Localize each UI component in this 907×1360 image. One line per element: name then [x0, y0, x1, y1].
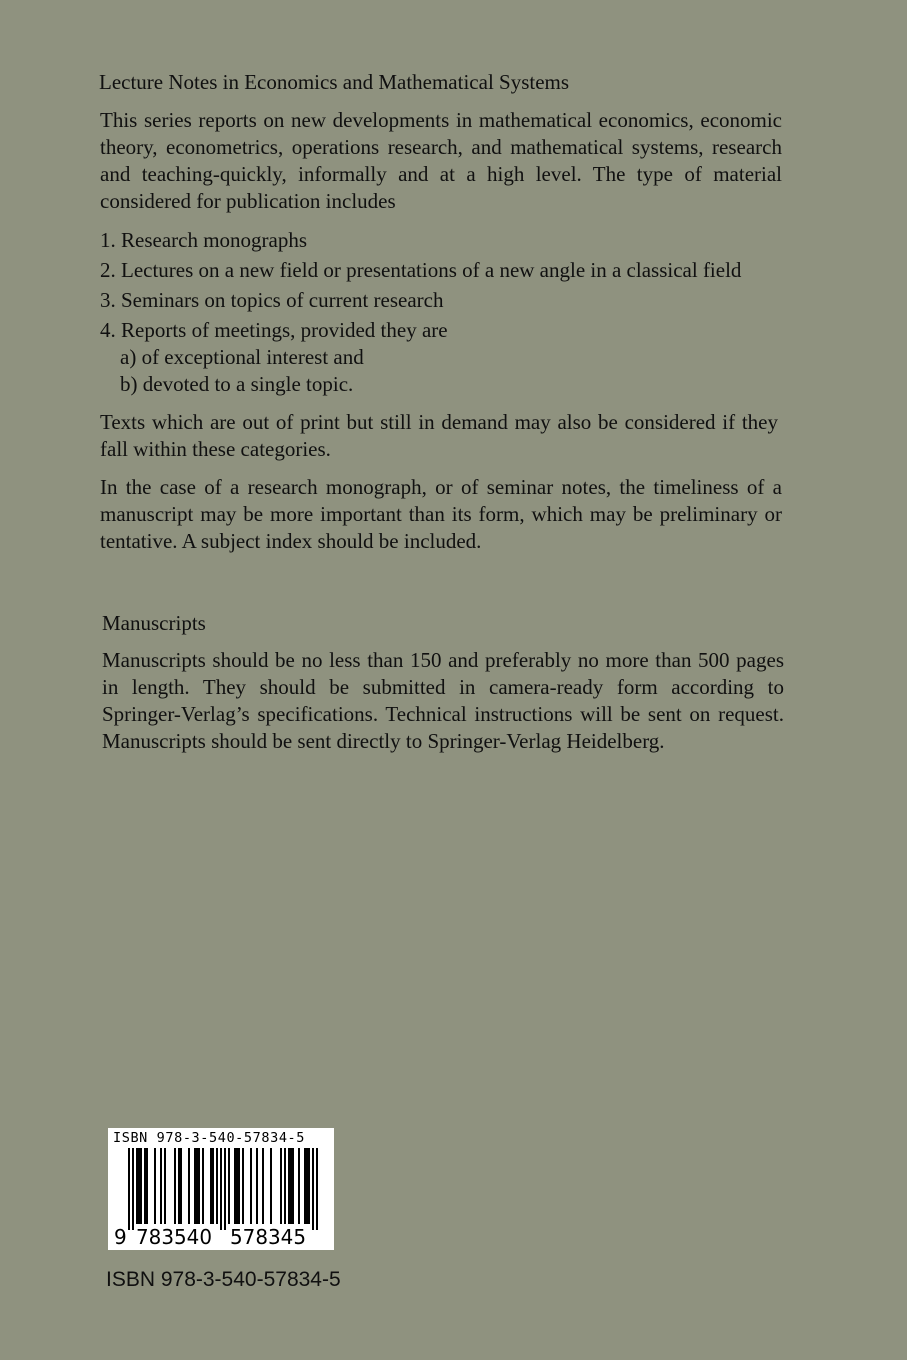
barcode-bar — [180, 1148, 182, 1224]
sub-list-item: a) of exceptional interest and — [120, 345, 364, 369]
barcode-bar — [154, 1148, 156, 1224]
isbn-text: ISBN 978-3-540-57834-5 — [106, 1268, 341, 1291]
barcode-bar — [216, 1148, 218, 1224]
barcode-bar — [128, 1148, 130, 1230]
barcode-bar — [212, 1148, 214, 1224]
barcode-bar — [202, 1148, 204, 1224]
isbn-barcode — [108, 1128, 334, 1250]
barcode-bar — [316, 1148, 318, 1230]
barcode-bar — [306, 1148, 308, 1224]
barcode-bar — [138, 1148, 140, 1224]
barcode-bar — [312, 1148, 314, 1230]
monograph-paragraph: In the case of a research monograph, or of seminar notes, the timeliness of a manuscript may be more important than its form, which may be preliminary or tentative. A subject index should be included. — [100, 475, 782, 553]
barcode-bar — [144, 1148, 146, 1224]
barcode-bar — [228, 1148, 230, 1224]
barcode-bar — [210, 1148, 212, 1224]
barcode-first-digit: 9 — [114, 1225, 127, 1249]
series-title: Lecture Notes in Economics and Mathematical Systems — [99, 70, 570, 94]
material-types-list — [100, 227, 799, 398]
barcode-bar — [236, 1148, 238, 1224]
barcode-bar — [270, 1148, 272, 1224]
barcode-bar — [238, 1148, 240, 1224]
barcode-bar — [234, 1148, 236, 1224]
meeting-conditions-list — [100, 344, 799, 398]
barcode-bar — [220, 1148, 222, 1230]
barcode-bar — [298, 1148, 300, 1224]
barcode-bar — [178, 1148, 180, 1224]
barcode-bar — [288, 1148, 290, 1224]
barcode-bar — [262, 1148, 264, 1224]
barcode-bar — [196, 1148, 198, 1224]
barcode-bar — [194, 1148, 196, 1224]
barcode-bar — [140, 1148, 142, 1224]
barcode-bar — [292, 1148, 294, 1224]
list-item: 3. Seminars on topics of current research — [100, 288, 444, 312]
out-of-print-paragraph: Texts which are out of print but still in demand may also be considered if they fall within these categories. — [100, 410, 778, 461]
barcode-bar — [164, 1148, 166, 1224]
barcode-right-digits: 578345 — [230, 1225, 306, 1249]
barcode-bar — [224, 1148, 226, 1230]
barcode-isbn-label: ISBN 978-3-540-57834-5 — [113, 1130, 306, 1146]
barcode-bar — [160, 1148, 162, 1224]
barcode-left-digits: 783540 — [136, 1225, 212, 1249]
manuscripts-heading: Manuscripts — [102, 611, 206, 635]
barcode-bar — [308, 1148, 310, 1224]
series-description: This series reports on new developments in mathematical economics, economic theory, econometrics, operations research, and mathematical systems, research and teaching-quickly, informally and at a high level. The type of material considered for publication includes — [100, 108, 782, 213]
barcode-bar — [242, 1148, 244, 1224]
barcode-bar — [284, 1148, 286, 1224]
barcode-bar — [174, 1148, 176, 1224]
barcode-bar — [198, 1148, 200, 1224]
barcode-bar — [256, 1148, 258, 1224]
barcode-bar — [132, 1148, 134, 1230]
barcode-bar — [136, 1148, 138, 1224]
barcode-bar — [304, 1148, 306, 1224]
barcode-bar — [146, 1148, 148, 1224]
barcode-bar — [280, 1148, 282, 1224]
barcode-bar — [290, 1148, 292, 1224]
cover-text — [99, 68, 799, 755]
barcode-bars-icon — [108, 1128, 334, 1250]
barcode-bar — [188, 1148, 190, 1224]
list-item: 2. Lectures on a new field or presentations of a new angle in a classical field — [100, 258, 742, 282]
list-item-with-sublist — [100, 317, 799, 398]
barcode-bar — [250, 1148, 252, 1224]
list-item: 1. Research monographs — [100, 228, 308, 252]
list-item-label: 4. Reports of meetings, provided they are — [100, 318, 448, 342]
manuscripts-paragraph: Manuscripts should be no less than 150 and preferably no more than 500 pages in length. They should be submitted in camera-ready form according to Springer-Verlag’s specifications. Technical instructions will be sent on request. Manuscripts should be sent directly to Springer-Verlag Heidelberg. — [102, 648, 784, 753]
sub-list-item: b) devoted to a single topic. — [120, 372, 354, 396]
